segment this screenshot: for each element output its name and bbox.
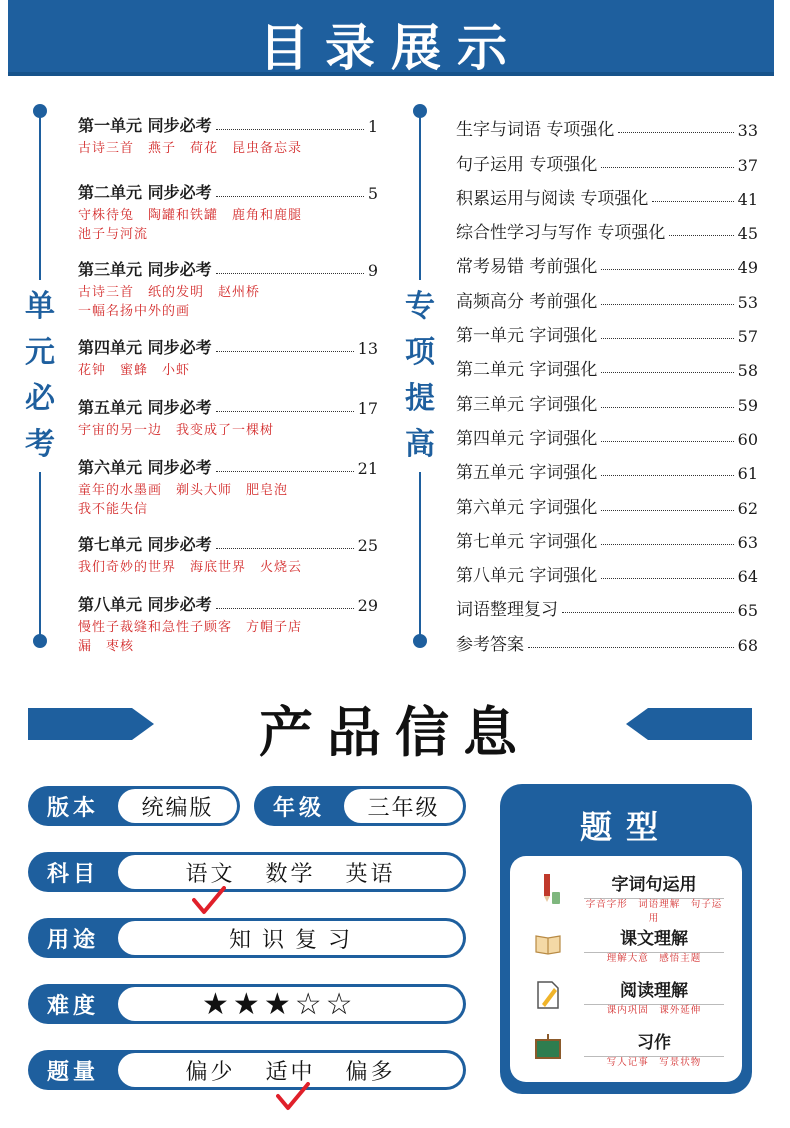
- toc-entry[interactable]: [456, 312, 758, 346]
- subject-option-english: 英语: [345, 861, 396, 887]
- question-type-item: 字词句运用 字音字形 词语理解 句子运用: [510, 866, 742, 918]
- quantity-option-medium: 适中: [265, 1059, 316, 1085]
- toc-entry-title: 词语整理复习: [456, 600, 558, 621]
- left-section-label: 单 元 必 考: [22, 280, 58, 472]
- subject-check-icon: [192, 886, 226, 916]
- unit-entry[interactable]: [78, 450, 378, 527]
- toc-entry-title: 第七单元 字词强化: [456, 531, 598, 552]
- toc-entry[interactable]: [456, 346, 758, 380]
- toc-entry[interactable]: [456, 175, 758, 209]
- difficulty-pill: [28, 984, 466, 1024]
- leader-dots: [562, 612, 734, 613]
- right-line-bottom-dot: [413, 634, 427, 648]
- toc-entry-title: 积累运用与阅读 专项强化: [456, 188, 649, 209]
- question-type-item: 习作 写人记事 写景状物: [510, 1024, 742, 1076]
- usage-value: 知 识 复 习: [118, 921, 463, 955]
- page-number: 64: [737, 567, 758, 587]
- toc-entry-title: 第五单元 字词强化: [456, 463, 598, 484]
- usage-label: 用途: [46, 927, 99, 953]
- page-number: 57: [737, 327, 758, 347]
- leader-dots: [601, 372, 733, 373]
- leader-dots: [601, 441, 733, 442]
- subject-pill: [28, 852, 466, 892]
- lesson-list: 古诗三首 纸的发明 赵州桥 一幅名扬中外的画: [78, 285, 261, 319]
- page-number: 65: [737, 601, 758, 621]
- document-icon: [534, 978, 562, 1012]
- page-number: 53: [737, 292, 758, 312]
- page-number: 5: [367, 184, 378, 203]
- leader-dots: [601, 167, 733, 168]
- toc-entry-title: 第六单元 字词强化: [456, 497, 598, 518]
- quantity-pill: [28, 1050, 466, 1090]
- leader-dots: [601, 578, 733, 579]
- special-toc: [456, 106, 758, 655]
- page-title: 目录展示: [259, 19, 523, 77]
- filled-star-icon: ★: [263, 986, 295, 1022]
- chalkboard-icon: [534, 1030, 562, 1064]
- page-number: 61: [737, 464, 758, 484]
- usage-pill: [28, 918, 466, 958]
- toc-entry-title: 第三单元 字词强化: [456, 394, 598, 415]
- toc-entry-title: 综合性学习与写作 专项强化: [456, 223, 666, 244]
- grade-pill: [254, 786, 466, 826]
- toc-entry[interactable]: [456, 483, 758, 517]
- unit-title: 第四单元 同步必考: [78, 338, 212, 357]
- unit-entry[interactable]: [78, 527, 378, 587]
- product-info-title: 产品信息: [259, 701, 531, 764]
- lesson-list: 守株待兔 陶罐和铁罐 鹿角和鹿腿 池子与河流: [78, 208, 303, 242]
- unit-title: 第七单元 同步必考: [78, 535, 212, 554]
- toc-entry-title: 高频高分 考前强化: [456, 291, 598, 312]
- unit-entry[interactable]: [78, 330, 378, 390]
- toc-entry[interactable]: [456, 586, 758, 620]
- page-number: 49: [737, 258, 758, 278]
- quantity-check-icon: [276, 1082, 310, 1112]
- leader-dots: [601, 544, 733, 545]
- toc-entry[interactable]: [456, 620, 758, 654]
- toc-entry-title: 常考易错 考前强化: [456, 257, 598, 278]
- left-line-bottom-dot: [33, 634, 47, 648]
- subject-label: 科目: [46, 861, 99, 887]
- unit-title: 第三单元 同步必考: [78, 260, 212, 279]
- toc-entry-title: 参考答案: [456, 634, 524, 655]
- page-number: 9: [367, 261, 378, 280]
- unit-entry[interactable]: [78, 252, 378, 330]
- page-number: 45: [737, 224, 758, 244]
- right-arrow-icon: [626, 708, 752, 740]
- unit-title: 第六单元 同步必考: [78, 458, 212, 477]
- leader-dots: [601, 407, 733, 408]
- grade-label: 年级: [272, 795, 325, 821]
- page-number: 41: [737, 189, 758, 209]
- leader-dots: [618, 132, 733, 133]
- leader-dots: [669, 235, 733, 236]
- toc-entry[interactable]: [456, 106, 758, 140]
- quantity-label: 题量: [46, 1059, 99, 1085]
- unit-title: 第二单元 同步必考: [78, 183, 212, 202]
- toc-entry-title: 句子运用 专项强化: [456, 154, 598, 175]
- unit-title: 第一单元 同步必考: [78, 116, 212, 135]
- toc-entry[interactable]: [456, 243, 758, 277]
- unit-title: 第八单元 同步必考: [78, 595, 212, 614]
- unit-title: 第五单元 同步必考: [78, 398, 212, 417]
- leader-dots: [601, 304, 733, 305]
- toc-entry[interactable]: [456, 449, 758, 483]
- right-section-label: 专 项 提 高: [402, 280, 438, 472]
- page-number: 17: [357, 399, 378, 418]
- toc-entry-title: 生字与词语 专项强化: [456, 120, 615, 141]
- difficulty-label: 难度: [46, 993, 99, 1019]
- page-number: 25: [357, 536, 378, 555]
- unit-entry[interactable]: [78, 390, 378, 450]
- toc-entry-title: 第八单元 字词强化: [456, 566, 598, 587]
- pencil-icon: [534, 872, 562, 906]
- page-number: 1: [367, 117, 378, 136]
- lesson-list: 花钟 蜜蜂 小虾: [78, 363, 191, 378]
- page-number: 62: [737, 498, 758, 518]
- page-number: 33: [737, 121, 758, 141]
- page-number: 37: [737, 155, 758, 175]
- empty-star-icon: ☆: [325, 986, 357, 1022]
- unit-entry[interactable]: [78, 587, 378, 659]
- question-type-item: 课文理解 理解大意 感悟主题: [510, 920, 742, 972]
- toc-entry-title: 第四单元 字词强化: [456, 428, 598, 449]
- page-number: 29: [357, 596, 378, 615]
- lesson-list: 宇宙的另一边 我变成了一棵树: [78, 423, 275, 438]
- quantity-option-many: 偏多: [345, 1059, 396, 1085]
- unit-entry[interactable]: [78, 175, 378, 252]
- quantity-option-few: 偏少: [185, 1059, 236, 1085]
- toc-entry[interactable]: [456, 140, 758, 174]
- toc-entry-title: 第一单元 字词强化: [456, 326, 598, 347]
- page-number: 58: [737, 361, 758, 381]
- toc-entry[interactable]: [456, 277, 758, 311]
- page-number: 59: [737, 395, 758, 415]
- filled-star-icon: ★: [232, 986, 264, 1022]
- lesson-list: 慢性子裁缝和急性子顾客 方帽子店 漏 枣核: [78, 620, 303, 654]
- leader-dots: [528, 647, 734, 648]
- page-number: 21: [357, 459, 378, 478]
- grade-value: 三年级: [344, 789, 463, 823]
- difficulty-value: [118, 987, 463, 1021]
- leader-dots: [601, 269, 733, 270]
- leader-dots: [652, 201, 733, 202]
- book-icon: [534, 926, 562, 960]
- filled-star-icon: ★: [202, 986, 233, 1022]
- header-banner: [8, 0, 774, 76]
- lesson-list: 我们奇妙的世界 海底世界 火烧云: [78, 560, 303, 575]
- page-number: 60: [737, 429, 758, 449]
- edition-label: 版本: [46, 795, 99, 821]
- difficulty-stars: [202, 987, 357, 1022]
- toc-entry[interactable]: [456, 380, 758, 414]
- question-types-list: [510, 856, 742, 1082]
- lesson-list: 童年的水墨画 剃头大师 肥皂泡 我不能失信: [78, 483, 289, 517]
- empty-star-icon: ☆: [294, 986, 326, 1022]
- page-number: 63: [737, 532, 758, 552]
- toc-entry-title: 第二单元 字词强化: [456, 360, 598, 381]
- unit-entry[interactable]: [78, 108, 378, 175]
- edition-pill: [28, 786, 240, 826]
- leader-dots: [601, 338, 733, 339]
- edition-value: 统编版: [118, 789, 237, 823]
- lesson-list: 古诗三首 燕子 荷花 昆虫备忘录: [78, 141, 303, 156]
- page-number: 68: [737, 635, 758, 655]
- toc-entry[interactable]: [456, 552, 758, 586]
- question-type-item: 阅读理解 课内巩固 课外延伸: [510, 972, 742, 1024]
- toc-entry[interactable]: [456, 518, 758, 552]
- question-types-title: 题型: [579, 808, 672, 846]
- unit-toc: [78, 108, 378, 659]
- leader-dots: [601, 475, 733, 476]
- subject-option-math: 数学: [265, 861, 316, 887]
- subject-value: [118, 855, 463, 889]
- question-types-panel: [500, 784, 752, 1094]
- subject-option-chinese: 语文: [185, 861, 236, 887]
- page-number: 13: [357, 339, 378, 358]
- toc-entry[interactable]: [456, 415, 758, 449]
- leader-dots: [601, 510, 733, 511]
- toc-entry[interactable]: [456, 209, 758, 243]
